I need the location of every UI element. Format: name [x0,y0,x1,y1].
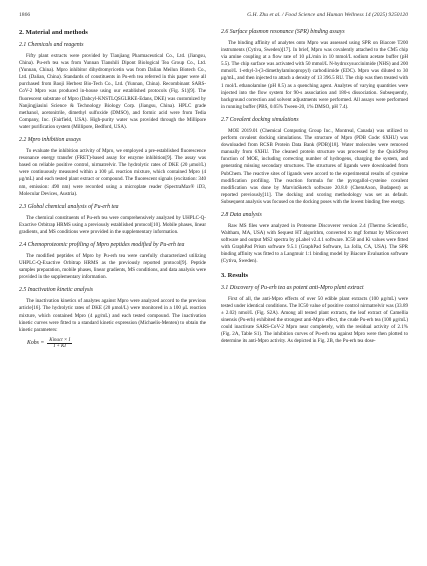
paragraph: Fifty plant extracts were provided by Tianjiang Pharmaceutical Co., Ltd. (Jiangsu, China). Pu-erh tea was from Yunnan Tianshili Dipont Biological Tea Group Co., Ltd. (Yunnan, China). Mpro inhibitor dihydromyricetin was from Dalian Meilun Biotech Co., Ltd. (Dalian, China). Standards of constituents in Pu-erh tea referred in this paper were all purchased from Baoji Herbest Bio-Tech Co., Ltd. (Yunnan, China). Recombinant SARS-CoV-2 Mpro was produced in-house using our established protocols (Fig. S1)[9]. The fluorescent substrate of Mpro (Dabcyl-KNSTLQSGLRKE-Edans, DKE) was customized by Nanjingjiasini Science & Technology Biology Corp. (Jiangsu, China). HPLC grade methanol, acetonitrile, dimethyl sulfoxide (DMSO), and formic acid were from Tedia Company, Inc. (Fairfield, USA). High-purity water was provided through the Millipore water purification system (Millipore, Bedford, USA). [19,53,206,130]
subsection-heading: 2.5 Inactivation kinetic analysis [19,287,94,294]
running-header [19,12,408,23]
page-number: 1866 [19,12,31,18]
subsection-heading: 2.1 Chemicals and reagents [19,42,84,48]
journal-citation: G.H. Zhu et al. / Food Science and Human Wellness 14 (2025) 9250120 [247,12,408,18]
right-column [221,29,408,349]
subsection-heading: 2.8 Data analysis [221,211,262,218]
subsection-heading: 2.6 Surface plasmon resonance (SPR) binding assays [221,29,345,35]
subsection-heading: 2.2 Mpro inhibition assays [19,137,81,144]
paragraph: The chemical constituents of Pu-erh tea were comprehensively analyzed by UHPLC-Q-Exactive Orbitrap HRMS using a previously established protocol[10]. Mobile phases, linear gradients, and MS conditions were provided in the supplementary information. [19,214,206,235]
equation-fraction [47,338,72,349]
section-heading: 2. Material and methods [19,29,88,36]
paragraph: MOE 2019.01 (Chemical Computing Group Inc., Montreal, Canada) was utilized to perform covalent docking simulations. The structure of Mpro (PDB Code: 6XHU) was downloaded from RCSB Protein Data Bank (PDB)[18]. Water molecules were removed manually from 6XHU. The cleaned protein structure was processed by the QuickPrep function of MOE, including correcting number of hydrogens, charging the system, and generating missing secondary structures. The structures of ligands were downloaded from PubChem. The reactive sites of ligands were accord to the experimental results of cysteine modification profiling. The reaction formula for the pyrogallol-cysteine covalent modification was done by MarvinSketch software 20.8.0 (ChemAxon, Budapest) as reported previously[11]. The docking and scoring methodology was set as default. Subsequent analysis was focused on the docking poses with the lowest binding free energy. [221,127,408,205]
paragraph: The binding affinity of analytes onto Mpro was assessed using SPR on Biacore T200 instruments (Cytiva, Sweden)[17]. In brief, Mpro was covalently attached to the CM5 chip via amine coupling at a flow rate of 10 μL/min in 10 mmol/L sodium acetate buffer (pH 5.5). The chip surface was activated with 50 mmol/L N-hydroxysuccinimide (NHS) and 200 mmol/L 1-ethyl-3-(3-dimethylaminopropyl) carbodiimide (EDC). Mpro was diluted to 30 μg/mL, and then injected to attach a density of 13 396.5 RU. The chip was then treated with 1 mol/L ethanolamine (pH 8.5) as a quenching agent. Analytes of varying quantities were injected into the flow system for 90-s association and 180-s dissociation. Subsequently, background correction and solvent adjustments were performed. All assays were performed in running buffer (PBS, 0.05% Tween-20, 1% DMSO, pH 7.4). [221,40,408,110]
paragraph: Raw MS files were analyzed in Proteome Discoverer version 2.4 (Thermo Scientific, Waltham, MA, USA) with Sequest HT algorithm, converted to mgf format by MSconvert software and output MS2 spectra by pLabel v2.4.1 software. IC50 and Ki values were fitted with GraphPad Prism software 9.5.1 (GraphPad Software, La Jolla, CA, USA). The SPR binding affinity was fitted to a Langmuir 1:1 binding model by Biacore Evaluation software (Cytiva, Sweden). [221,222,408,265]
paragraph: First of all, the anti-Mpro effects of over 50 edible plant extracts (100 μg/mL) were tested under identical conditions. The IC50 value of positive control nirmatrelvir was (33.89 ± 2.02) nmol/L (Fig. S2A). Among all tested plant extracts, the leaf extract of Camellia sinensis (Pu-erh) exhibited the strongest anti-Mpro effect, the crude Pu-erh tea (100 μg/mL) could inactivate SARS-CoV-2 Mpro near completely, with the residual activity of 2.1% (Fig. 2A, Table S1). The inhibition curves of Pu-erh tea against Mpro were then plotted to determine its anti-Mpro activity. As depicted in Fig. 2B, the Pu-erh tea dose- [221,295,408,345]
equation-lhs: Kobs = [27,340,45,347]
paragraph: The inactivation kinetics of analytes against Mpro were analyzed accord to the previous article[16]. The hydrolytic rates of DKE (20 μmol/L) were monitored in a 100 μL reaction mixture, which contained Mpro (4 μg/mL) and each tested compound. The inactivation kinetic curves were fitted to a standard kinetic expression (Michaelis-Menten) to obtain the kinetic parameters: [19,298,206,333]
equation-numerator: Kinact × I [49,337,71,343]
subsection-heading: 3.1 Discovery of Pu-erh tea as potent anti-Mpro plant extract [221,284,364,291]
two-column-body [19,29,408,349]
left-column [19,29,206,349]
subsection-heading: 2.3 Global chemical analysis of Pu-erh tea [19,203,119,210]
kinetic-equation [27,338,206,349]
equation-denominator: I + KI [53,343,66,349]
subsection-heading: 2.7 Covalent docking simulations [221,116,299,123]
subsection-heading: 2.4 Chemoproteomic profiling of Mpro peptides modified by Pu-erh tea [19,241,185,248]
paragraph: To evaluate the inhibition activity of Mpro, we employed a pre-established fluorescence resonance energy transfer (FRET)-based assay for enzyme inhibition[9]. The assay was based on reliable positive control, nirmatrelvir. The hydrolytic rates of DKE (20 μmol/L) were continuously measured within a 100 μL reaction mixture, which contained Mpro (4 μg/mL) and each tested plant extract or compound. The fluorescent signals (excitation: 340 nm, emission: 490 nm) were recorded using a microplate reader (SpectraMax® iD3, Molecular Devices, Austria). [19,148,206,197]
section-heading: 3. Results [221,271,249,279]
paragraph: The modified peptides of Mpro by Pu-erh tea were carefully characterized utilizing UHPLC-Q-Exactive Orbitrap HRMS as the previously reported protocol[9]. Peptide samples preparation, mobile phases, linear gradients, MS conditions, and data analysis were provided in the supplementary information. [19,252,206,281]
